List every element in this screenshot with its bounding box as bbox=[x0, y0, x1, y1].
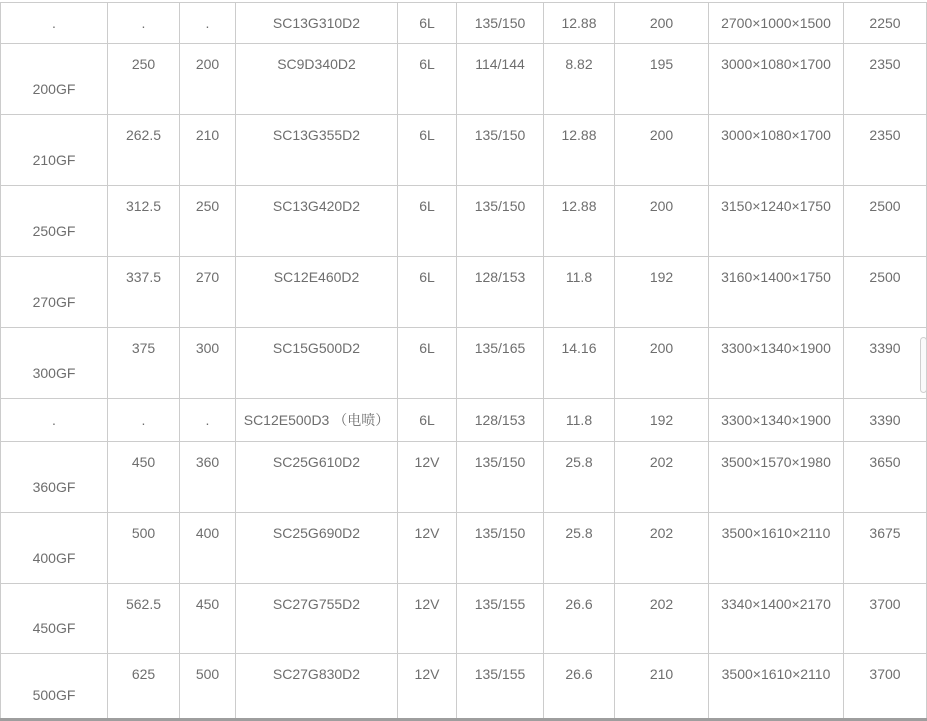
model-cell: . bbox=[1, 3, 108, 44]
table-cell: 360 bbox=[180, 442, 236, 513]
table-cell: 25.8 bbox=[544, 513, 615, 584]
table-cell: 25.8 bbox=[544, 442, 615, 513]
table-cell: 300 bbox=[180, 328, 236, 399]
table-cell: 2250 bbox=[844, 3, 927, 44]
table-cell: 2700×1000×1500 bbox=[709, 3, 844, 44]
table-cell: 200 bbox=[615, 3, 709, 44]
table-cell: SC9D340D2 bbox=[236, 44, 398, 115]
model-cell: 270GF bbox=[1, 257, 108, 328]
table-cell: 26.6 bbox=[544, 654, 615, 721]
table-cell: 2350 bbox=[844, 44, 927, 115]
table-cell: 6L bbox=[398, 44, 457, 115]
table-row bbox=[1, 186, 927, 257]
table-cell: SC25G610D2 bbox=[236, 442, 398, 513]
table-cell: 200 bbox=[180, 44, 236, 115]
vertical-scrollbar-thumb[interactable] bbox=[920, 337, 927, 393]
table-cell: 202 bbox=[615, 584, 709, 654]
table-cell: 135/150 bbox=[457, 3, 544, 44]
table-cell: 450 bbox=[108, 442, 180, 513]
table-cell: 270 bbox=[180, 257, 236, 328]
table-cell: 114/144 bbox=[457, 44, 544, 115]
table-cell: 12.88 bbox=[544, 115, 615, 186]
table-cell: 3160×1400×1750 bbox=[709, 257, 844, 328]
table-cell: 3340×1400×2170 bbox=[709, 584, 844, 654]
table-cell: 2500 bbox=[844, 257, 927, 328]
table-cell: 195 bbox=[615, 44, 709, 115]
model-cell: 200GF bbox=[1, 44, 108, 115]
table-row bbox=[1, 3, 927, 44]
table-cell: 3500×1610×2110 bbox=[709, 654, 844, 721]
table-cell: SC13G310D2 bbox=[236, 3, 398, 44]
table-cell: 3000×1080×1700 bbox=[709, 115, 844, 186]
model-cell: 500GF bbox=[1, 654, 108, 721]
table-cell: 12V bbox=[398, 584, 457, 654]
table-cell: 12.88 bbox=[544, 3, 615, 44]
model-cell: 450GF bbox=[1, 584, 108, 654]
table-row bbox=[1, 513, 927, 584]
table-cell: 11.8 bbox=[544, 399, 615, 442]
table-cell: 3300×1340×1900 bbox=[709, 328, 844, 399]
table-cell: 135/150 bbox=[457, 115, 544, 186]
table-cell: 6L bbox=[398, 257, 457, 328]
table-cell: . bbox=[108, 399, 180, 442]
table-cell: 135/150 bbox=[457, 186, 544, 257]
table-cell: . bbox=[108, 3, 180, 44]
table-cell: 500 bbox=[180, 654, 236, 721]
table-cell: 12V bbox=[398, 654, 457, 721]
table-cell: 400 bbox=[180, 513, 236, 584]
table-row bbox=[1, 442, 927, 513]
table-cell: 3700 bbox=[844, 654, 927, 721]
model-cell: . bbox=[1, 399, 108, 442]
table-cell: 3300×1340×1900 bbox=[709, 399, 844, 442]
generator-spec-table bbox=[0, 2, 927, 721]
table-cell: 3500×1610×2110 bbox=[709, 513, 844, 584]
table-cell: 250 bbox=[108, 44, 180, 115]
table-cell: 8.82 bbox=[544, 44, 615, 115]
table-cell: SC12E500D3 （电喷） bbox=[236, 399, 398, 442]
table-cell: 200 bbox=[615, 186, 709, 257]
table-cell: 6L bbox=[398, 186, 457, 257]
table-cell: 12V bbox=[398, 513, 457, 584]
table-cell: 3000×1080×1700 bbox=[709, 44, 844, 115]
table-cell: 11.8 bbox=[544, 257, 615, 328]
table-cell: 135/150 bbox=[457, 442, 544, 513]
table-cell: 375 bbox=[108, 328, 180, 399]
table-cell: 3700 bbox=[844, 584, 927, 654]
table-cell: 3500×1570×1980 bbox=[709, 442, 844, 513]
table-cell: 2350 bbox=[844, 115, 927, 186]
table-cell: 135/155 bbox=[457, 654, 544, 721]
table-cell: 3150×1240×1750 bbox=[709, 186, 844, 257]
table-cell: 210 bbox=[180, 115, 236, 186]
table-cell: 12V bbox=[398, 442, 457, 513]
table-cell: . bbox=[180, 399, 236, 442]
table-cell: 202 bbox=[615, 442, 709, 513]
table-cell: 3675 bbox=[844, 513, 927, 584]
table-cell: SC15G500D2 bbox=[236, 328, 398, 399]
table-cell: 210 bbox=[615, 654, 709, 721]
table-cell: SC13G355D2 bbox=[236, 115, 398, 186]
table-cell: 135/165 bbox=[457, 328, 544, 399]
table-cell: 337.5 bbox=[108, 257, 180, 328]
table-cell: 3390 bbox=[844, 399, 927, 442]
table-row bbox=[1, 399, 927, 442]
model-cell: 360GF bbox=[1, 442, 108, 513]
table-cell: 6L bbox=[398, 3, 457, 44]
table-cell: 135/155 bbox=[457, 584, 544, 654]
table-cell: 3390 bbox=[844, 328, 927, 399]
table-cell: 312.5 bbox=[108, 186, 180, 257]
table-cell: SC12E460D2 bbox=[236, 257, 398, 328]
table-cell: 200 bbox=[615, 328, 709, 399]
table-cell: 192 bbox=[615, 399, 709, 442]
table-cell: 200 bbox=[615, 115, 709, 186]
table-cell: 128/153 bbox=[457, 399, 544, 442]
table-row bbox=[1, 584, 927, 654]
table-cell: 128/153 bbox=[457, 257, 544, 328]
table-cell: SC27G830D2 bbox=[236, 654, 398, 721]
table-row bbox=[1, 654, 927, 721]
table-row bbox=[1, 44, 927, 115]
table-row bbox=[1, 257, 927, 328]
table-cell: 562.5 bbox=[108, 584, 180, 654]
table-row bbox=[1, 115, 927, 186]
table-cell: SC13G420D2 bbox=[236, 186, 398, 257]
table-cell: 625 bbox=[108, 654, 180, 721]
table-cell: SC27G755D2 bbox=[236, 584, 398, 654]
table-cell: 450 bbox=[180, 584, 236, 654]
table-cell: 192 bbox=[615, 257, 709, 328]
model-cell: 300GF bbox=[1, 328, 108, 399]
table-cell: 26.6 bbox=[544, 584, 615, 654]
table-cell: . bbox=[180, 3, 236, 44]
table-cell: 6L bbox=[398, 115, 457, 186]
model-cell: 250GF bbox=[1, 186, 108, 257]
table-cell: 12.88 bbox=[544, 186, 615, 257]
table-cell: 3650 bbox=[844, 442, 927, 513]
table-cell: SC25G690D2 bbox=[236, 513, 398, 584]
table-cell: 2500 bbox=[844, 186, 927, 257]
table-cell: 202 bbox=[615, 513, 709, 584]
model-cell: 210GF bbox=[1, 115, 108, 186]
table-cell: 14.16 bbox=[544, 328, 615, 399]
table-cell: 250 bbox=[180, 186, 236, 257]
table-cell: 6L bbox=[398, 399, 457, 442]
table-row bbox=[1, 328, 927, 399]
table-cell: 262.5 bbox=[108, 115, 180, 186]
table-cell: 500 bbox=[108, 513, 180, 584]
model-cell: 400GF bbox=[1, 513, 108, 584]
table-cell: 6L bbox=[398, 328, 457, 399]
table-cell: 135/150 bbox=[457, 513, 544, 584]
